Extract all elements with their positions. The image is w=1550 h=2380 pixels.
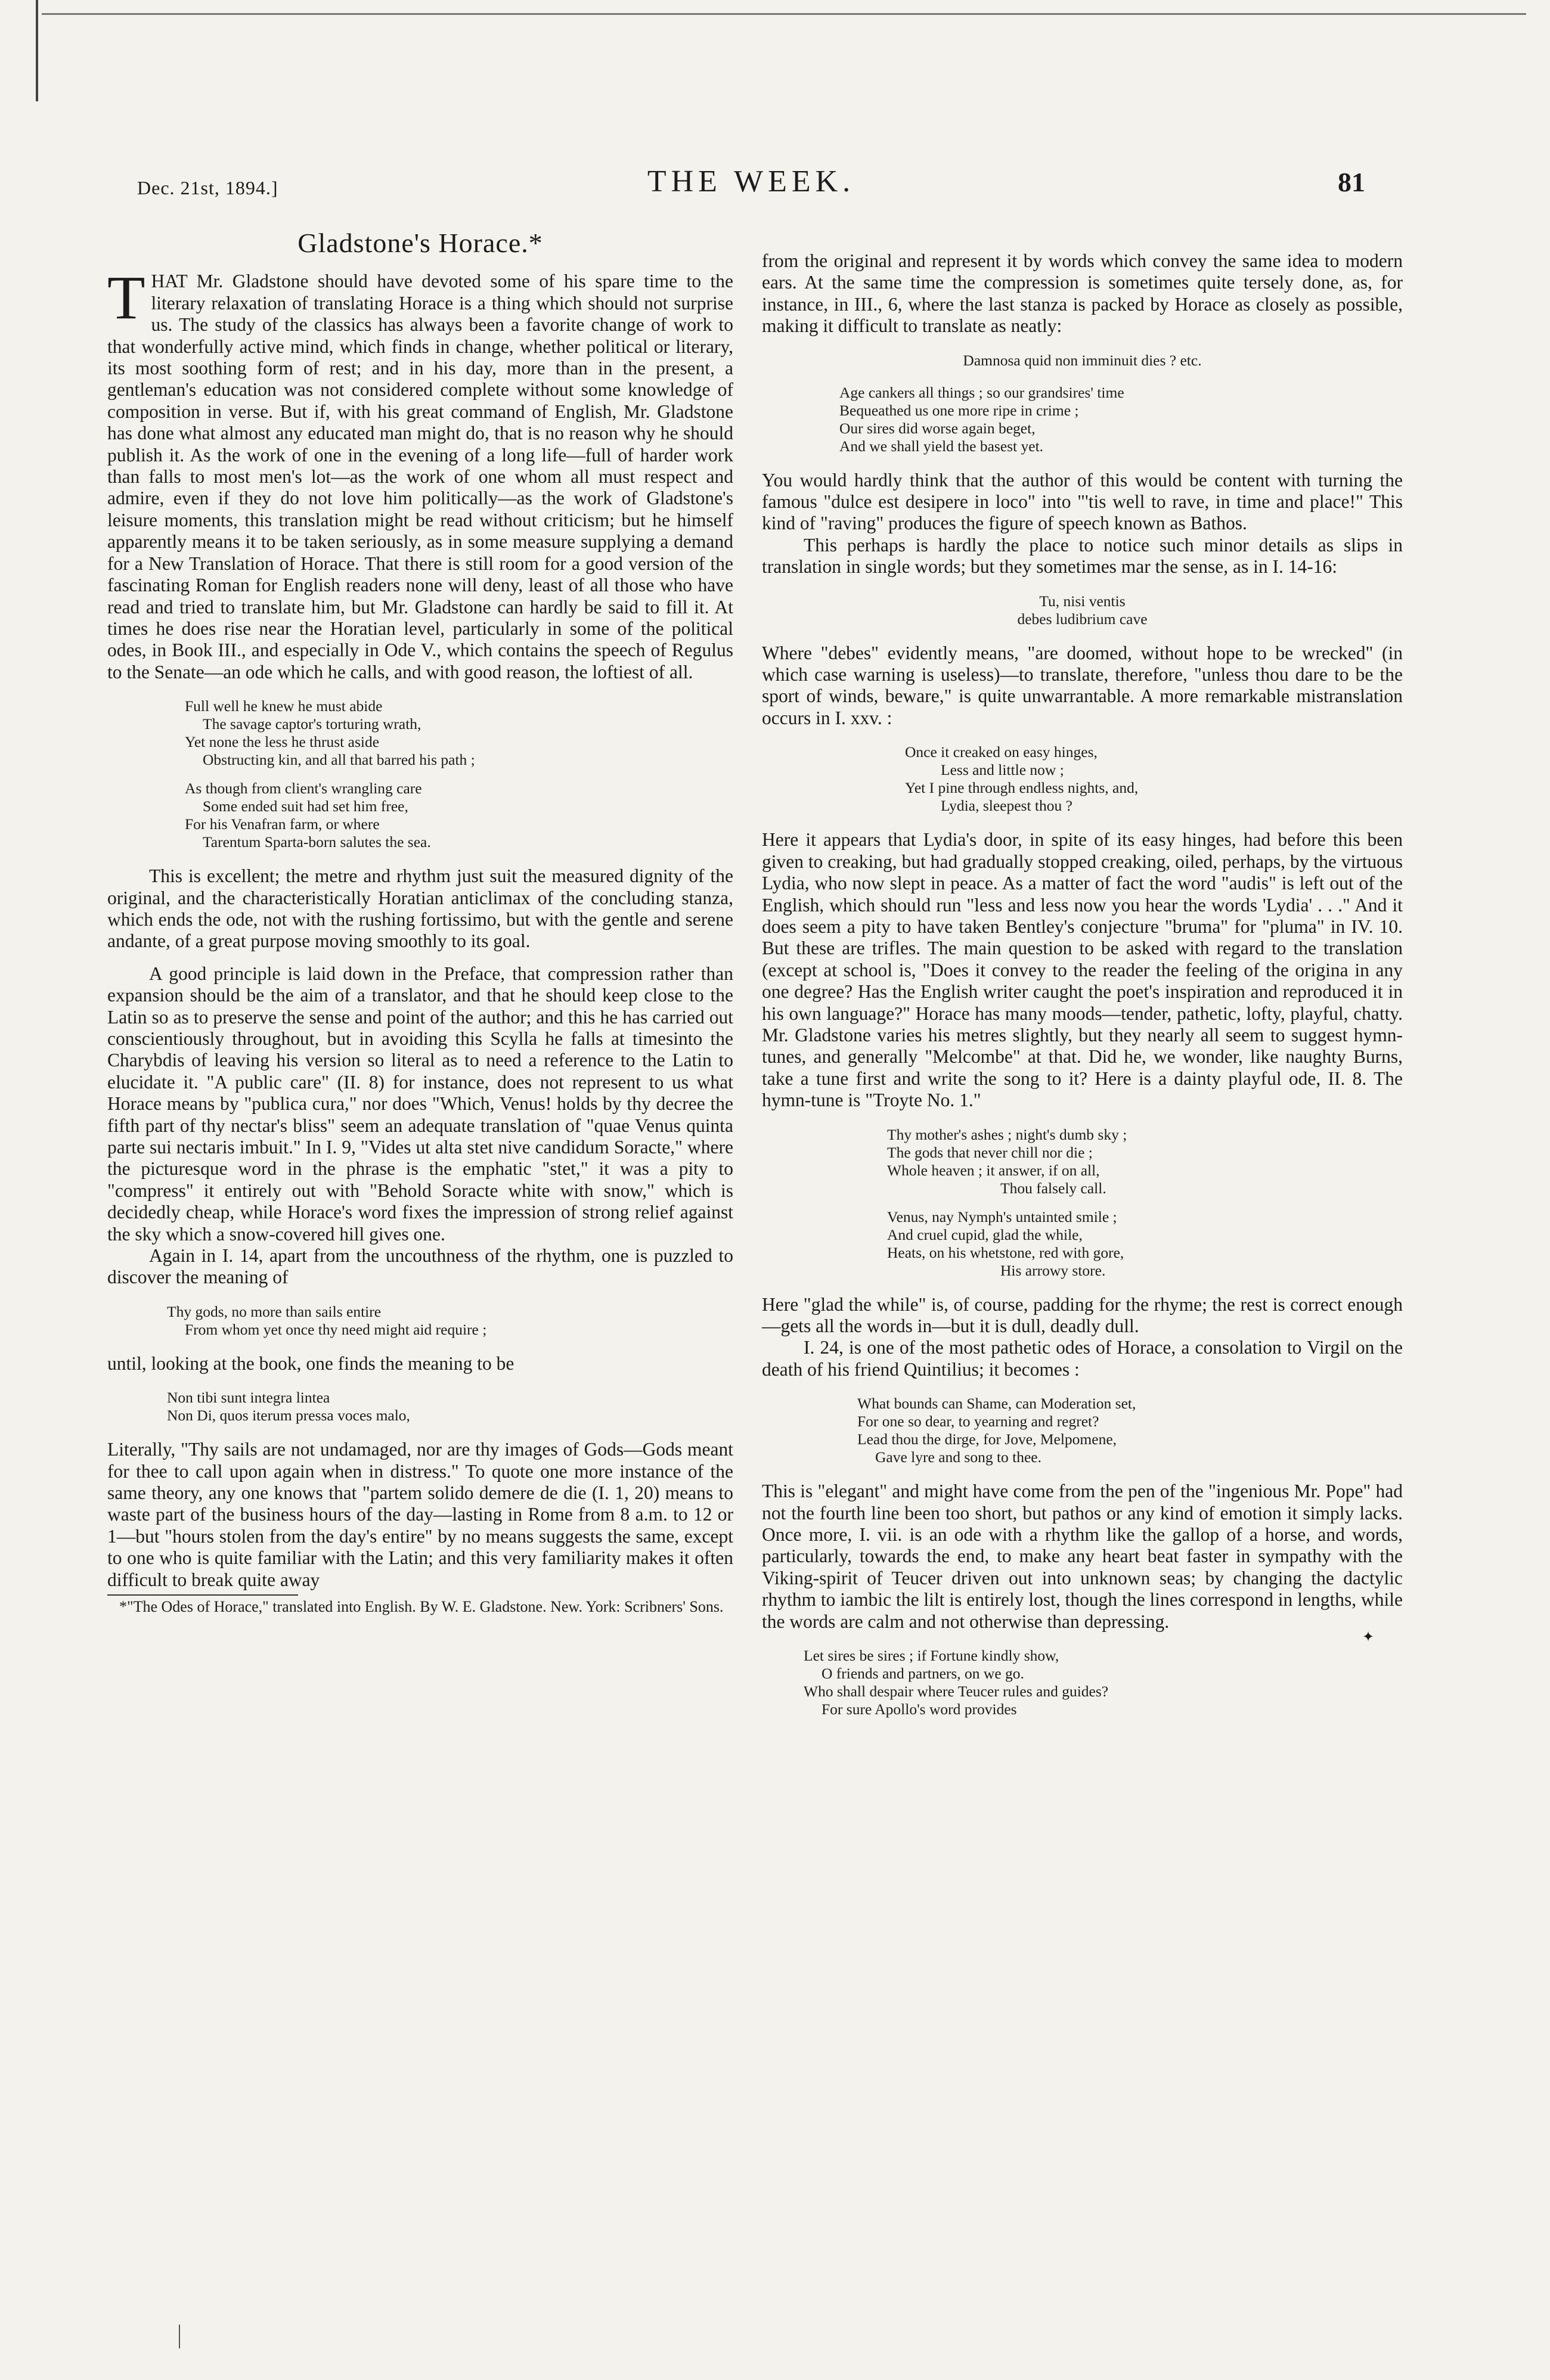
- verse-line: Yet none the less he thrust aside: [185, 733, 380, 751]
- verse-block: [107, 1389, 733, 1425]
- verse-line: Some ended suit had set him free,: [203, 798, 408, 815]
- paragraph: A good principle is laid down in the Preface, that compression rather than expansion should be the aim of a translator, and that he should keep close to the Latin so as to preserve the sense and point of the author; and this he has carried out conscientiously throughout, but in avoiding this Scylla he falls at timesinto the Charybdis of leaving his version so literal as to need a reference to the Latin to elucidate it. "A public care" (II. 8) for instance, does not represent to us what Horace means by "publica cura," nor does "Which, Venus! holds by thy decree the fifth part of thy nectar's bliss" seem an adequate translation of "quae Venus quinta parte sui nectaris imbuit." In I. 9, "Vides ut alta stet nive candidum Soracte," where the picturesque word in the phrase is the emphatic "stet," it was a pity to "compress" it entirely out with "Behold Soracte white with snow," which is decidedly cheap, while Horace's word fixes the impression of strong relief against the sky which a snow-covered hill gives one.: [107, 963, 733, 1245]
- binding-mark: [36, 0, 38, 101]
- paragraph: Here it appears that Lydia's door, in spite of its easy hinges, had before this been given to creaking, but had gradually stopped creaking, oiled, perhaps, by the virtuous Lydia, who now slept in peace. As a matter of fact the word "audis" is left out of the English, which should run "less and less now you hear the words 'Lydia' . . ." And it does seem a pity to have taken Bentley's conjecture "bruma" for "pluma" in IV. 10. But these are trifles. The main question to be asked with regard to the translation (except at school is, "Does it convey to the reader the feeling of the origina in any one degree? Has the English writer caught the poet's inspiration and reproduced it in his own language?" Horace has many moods—tender, pathetic, lofty, playful, chatty. Mr. Gladstone varies his metres slightly, but they nearly all seem to suggest hymn-tunes, and generally "Melcombe" at that. Did he, we wonder, like naughty Burns, take a tune first and write the song to it? Here is a dainty playful ode, II. 8. The hymn-tune is "Troyte No. 1.": [762, 829, 1403, 1111]
- verse-line: Whole heaven ; it answer, if on all,: [887, 1161, 1100, 1179]
- verse-line: Thou falsely call.: [1000, 1179, 1106, 1197]
- verse-block: [762, 1647, 1403, 1718]
- paragraph: Again in I. 14, apart from the uncouthness of the rhythm, one is puzzled to discover the meaning of: [107, 1245, 733, 1288]
- verse-line: Lydia, sleepest thou ?: [941, 797, 1072, 815]
- verse-line: Thy gods, no more than sails entire: [167, 1302, 382, 1320]
- page-edge-rule: [42, 13, 1526, 15]
- paragraph: You would hardly think that the author of this would be content with turning the famous "dulce est desipere in loco" into "'tis well to rave, in time and place!" This kind of "raving" produces the figure of speech known as Bathos.: [762, 469, 1403, 534]
- verse-line: For his Venafran farm, or where: [185, 815, 380, 833]
- footnote: *"The Odes of Horace," translated into English. By W. E. Gladstone. New. York: Scribners' Sons.: [119, 1598, 724, 1616]
- verse-line: Heats, on his whetstone, red with gore,: [887, 1243, 1124, 1261]
- paragraph: This is "elegant" and might have come from the pen of the "ingenious Mr. Pope" had not the fourth line been too short, but pathos or any kind of emotion it simply lacks. Once more, I. vii. is an ode with a rhythm like the gallop of a horse, and words, particularly, towards the end, to make any heart beat faster in sympathy with the Viking-spirit of Teucer driven out into unknown seas; by changing the dactylic rhythm to iambic the lilt is entirely lost, though the lines correspond in lengths, while the words are calm and not otherwise than depressing.: [762, 1481, 1403, 1632]
- verse-line: Damnosa quid non imminuit dies ? etc.: [963, 351, 1202, 369]
- footnote-rule: [107, 1594, 298, 1596]
- verse-line: Non tibi sunt integra lintea: [167, 1389, 330, 1407]
- verse-block: [107, 1303, 733, 1339]
- verse-line: debes ludibrium cave: [1017, 610, 1148, 628]
- verse-line: Obstructing kin, and all that barred his path ;: [203, 751, 475, 769]
- verse-line: Let sires be sires ; if Fortune kindly show,: [804, 1647, 1059, 1665]
- issue-date: Dec. 21st, 1894.]: [137, 177, 278, 198]
- verse-line: For sure Apollo's word provides: [822, 1701, 1017, 1718]
- paragraph: until, looking at the book, one finds the meaning to be: [107, 1352, 514, 1374]
- verse-line: Tu, nisi ventis: [1039, 592, 1126, 610]
- verse-line: Venus, nay Nymph's untainted smile ;: [887, 1208, 1117, 1225]
- drop-cap: T: [107, 263, 145, 333]
- masthead: THE WEEK.: [647, 165, 855, 198]
- article-title: Gladstone's Horace.*: [297, 228, 543, 258]
- verse-block: [762, 743, 1403, 815]
- verse-line: Gave lyre and song to thee.: [875, 1448, 1041, 1466]
- paragraph: [107, 263, 733, 683]
- verse-line: Once it creaked on easy hinges,: [905, 743, 1098, 761]
- paragraph: from the original and represent it by words which convey the same idea to modern ears. At the same time the compression is sometimes quite tersely done, as, for instance, in III., 6, where the last stanza is packed by Horace as closely as possible, making it difficult to translate as neatly:: [762, 250, 1403, 337]
- verse-line: For one so dear, to yearning and regret?: [857, 1413, 1099, 1431]
- verse-line: Lead thou the dirge, for Jove, Melpomene,: [857, 1431, 1117, 1448]
- verse-line: The savage captor's torturing wrath,: [203, 715, 421, 733]
- verse-line: From whom yet once thy need might aid require ;: [185, 1320, 487, 1338]
- verse-line: His arrowy store.: [1000, 1261, 1106, 1279]
- verse-block: [762, 384, 1403, 455]
- verse-line: And cruel cupid, glad the while,: [887, 1225, 1083, 1243]
- verse-block: [762, 1395, 1403, 1466]
- verse-line: Who shall despair where Teucer rules and guides?: [804, 1683, 1109, 1701]
- verse-line: Less and little now ;: [941, 761, 1064, 779]
- stray-mark: [179, 2325, 180, 2348]
- paragraph: This perhaps is hardly the place to notice such minor details as slips in translation in single words; but they sometimes mar the sense, as in I. 14-16:: [762, 534, 1403, 578]
- verse-line: And we shall yield the basest yet.: [839, 437, 1044, 455]
- right-column: [762, 250, 1403, 1733]
- paragraph: This is excellent; the metre and rhythm just suit the measured dignity of the original, and the characteristically Horatian anticlimax of the concluding stanza, which ends the ode, not with the rushing fortissimo, but with the gentle and serene andante, of a great purpose moving smoothly to its goal.: [107, 865, 733, 952]
- verse-line: Bequeathed us one more ripe in crime ;: [839, 401, 1079, 419]
- paragraph: I. 24, is one of the most pathetic odes of Horace, a consolation to Virgil on the death of his friend Quintilius; it becomes :: [762, 1337, 1403, 1380]
- left-column: [107, 228, 733, 1616]
- verse-line: Thy mother's ashes ; night's dumb sky ;: [887, 1125, 1127, 1143]
- verse-line: Age cankers all things ; so our grandsires' time: [839, 383, 1124, 401]
- verse-line: Non Di, quos iterum pressa voces malo,: [167, 1407, 410, 1425]
- paragraph: Literally, "Thy sails are not undamaged, nor are thy images of Gods—Gods meant for thee to call upon again when in distress." To quote one more instance of the same theory, any one knows that "partem solido demere de die (I. 1, 20) means to waste part of the business hours of the day—lasting in Rome from 8 a.m. to 12 or 1—but "hours stolen from the day's entire" by no means suggests the same, except to one who is quite familiar with the Latin; and this very familiarity makes it often difficult to break quite away: [107, 1439, 733, 1590]
- page-number: 81: [1338, 167, 1365, 197]
- verse-line: As though from client's wrangling care: [185, 780, 422, 798]
- page-header: [137, 164, 1365, 206]
- verse-line: What bounds can Shame, can Moderation set,: [857, 1395, 1136, 1413]
- verse-line: Yet I pine through endless nights, and,: [905, 779, 1139, 797]
- stray-mark: ✦: [1362, 1630, 1375, 1645]
- paragraph-text: HAT Mr. Gladstone should have devoted some of his spare time to the literary relaxation of translating Horace is a thing which should not surprise us. The study of the classics has always been a favorite change of work to that wonderfully active mind, which finds in change, whether political or literary, its most soothing form of rest; and in his day, more than in the present, a gentleman's education was not considered complete without some knowledge of composition in verse. But if, with his great command of English, Mr. Gladstone has done what almost any educated man might do, that is no reason why he should publish it. As the work of one in the evening of a long life—full of harder work than falls to most men's lot—as the work of one whom all must respect and admire, even if they do not love him politically—as the work of Gladstone's leisure moments, this translation might be read without criticism; but he himself apparently means it to be taken seriously, as in some measure supplying a demand for a New Translation of Horace. That there is still room for a good version of the fascinating Roman for English readers none will deny, least of all those who have read and tried to translate him, but Mr. Gladstone can hardly be said to fill it. At times he does rise near the Horatian level, particularly in some of the political odes, in Book III., and especially in Ode V., which contains the speech of Regulus to the Senate—an ode which he calls, and with good reason, the loftiest of all.: [107, 271, 733, 682]
- verse-block: [762, 1126, 1403, 1280]
- verse-line: The gods that never chill nor die ;: [887, 1143, 1093, 1161]
- verse-line: Tarentum Sparta-born salutes the sea.: [203, 833, 431, 851]
- verse-line: O friends and partners, on we go.: [822, 1665, 1024, 1683]
- paragraph: Where "debes" evidently means, "are doomed, without hope to be wrecked" (in which case warning is useless)—to translate, therefore, "unless thou dare to be the sport of winds, beware," is quite unwarrantable. A more remarkable mistranslation occurs in I. xxv. :: [762, 642, 1403, 728]
- verse-block: [107, 697, 733, 851]
- verse-line: Full well he knew he must abide: [185, 697, 383, 715]
- paragraph: Here "glad the while" is, of course, padding for the rhyme; the rest is correct enough—gets all the words in—but it is dull, deadly dull.: [762, 1293, 1403, 1336]
- verse-line: Our sires did worse again beget,: [839, 419, 1036, 437]
- verse-block: [762, 352, 1403, 370]
- verse-block: [762, 592, 1403, 628]
